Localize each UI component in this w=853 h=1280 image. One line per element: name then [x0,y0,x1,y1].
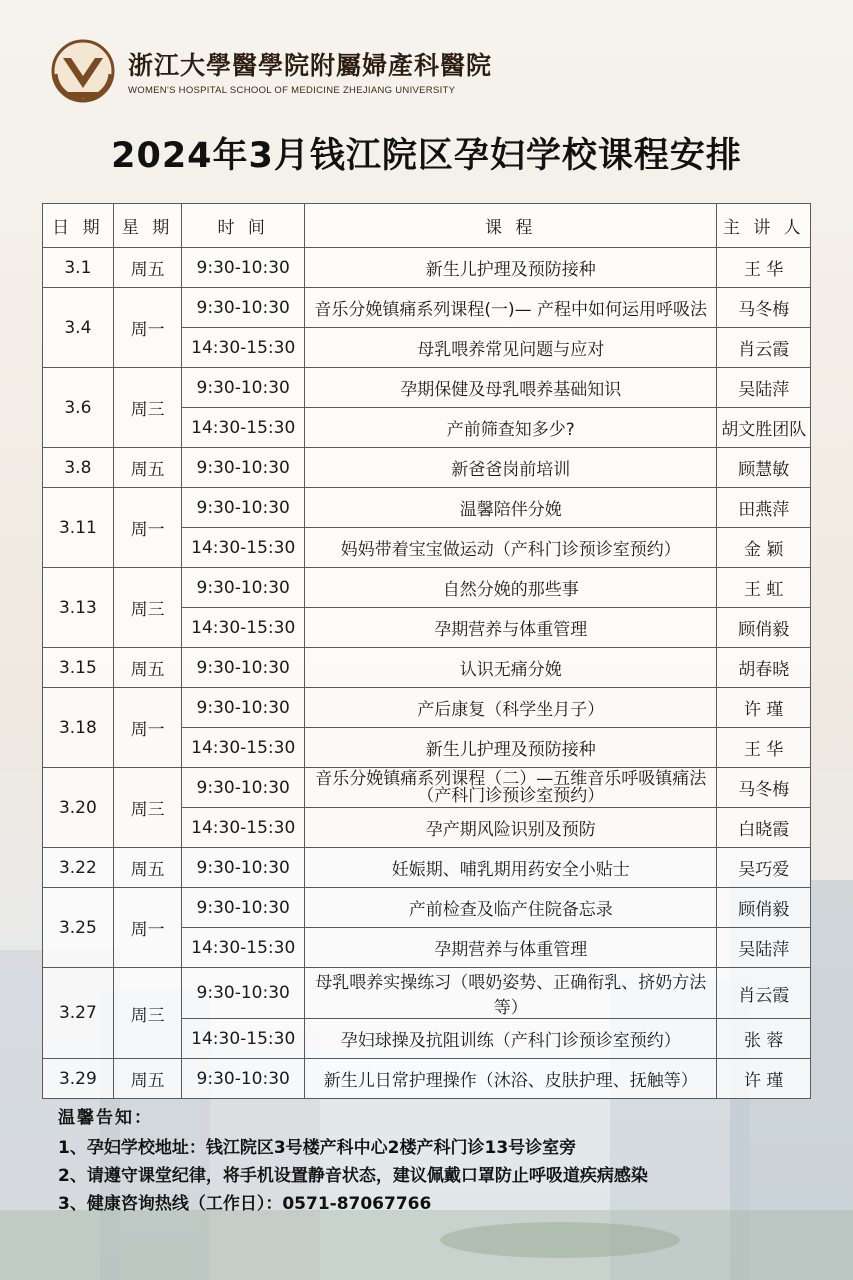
table-row [43,368,811,408]
notice-item: 2、请遵守课堂纪律，将手机设置静音状态，建议佩戴口罩防止呼吸道疾病感染 [58,1166,648,1186]
speaker-cell: 王 虹 [717,568,811,608]
time-cell: 9:30-10:30 [182,648,305,688]
course-cell: 孕期营养与体重管理 [304,928,717,968]
course-cell: 新爸爸岗前培训 [304,448,717,488]
time-cell: 9:30-10:30 [182,568,305,608]
course-cell: 新生儿日常护理操作（沐浴、皮肤护理、抚触等） [304,1059,717,1099]
course-cell: 孕期营养与体重管理 [304,608,717,648]
table-row [43,648,811,688]
time-cell: 14:30-15:30 [182,408,305,448]
speaker-cell: 王 华 [717,728,811,768]
date-cell: 3.18 [43,688,114,768]
course-cell: 认识无痛分娩 [304,648,717,688]
date-cell: 3.4 [43,288,114,368]
time-cell: 9:30-10:30 [182,688,305,728]
course-cell: 新生儿护理及预防接种 [304,728,717,768]
course-cell [304,768,717,808]
date-cell: 3.8 [43,448,114,488]
hospital-header [48,36,492,106]
course-cell: 母乳喂养常见问题与应对 [304,328,717,368]
course-cell: 妈妈带着宝宝做运动（产科门诊预诊室预约） [304,528,717,568]
weekday-cell: 周三 [113,368,182,448]
date-cell: 3.27 [43,968,114,1059]
table-row [43,968,811,1019]
course-line-1: 音乐分娩镇痛系列课程（二）—五维音乐呼吸镇痛法 [315,768,707,789]
weekday-cell: 周三 [113,968,182,1059]
weekday-cell: 周五 [113,848,182,888]
speaker-cell: 顾慧敏 [717,448,811,488]
time-cell: 9:30-10:30 [182,888,305,928]
time-cell: 14:30-15:30 [182,1019,305,1059]
time-cell: 9:30-10:30 [182,248,305,288]
date-cell: 3.25 [43,888,114,968]
table-row [43,768,811,808]
speaker-cell: 马冬梅 [717,288,811,328]
speaker-cell: 金 颖 [717,528,811,568]
time-cell: 14:30-15:30 [182,808,305,848]
time-cell: 9:30-10:30 [182,288,305,328]
time-cell: 9:30-10:30 [182,448,305,488]
header-speaker: 主 讲 人 [717,204,811,248]
speaker-cell: 顾俏毅 [717,608,811,648]
table-row [43,488,811,528]
table-row [43,288,811,328]
course-cell: 自然分娩的那些事 [304,568,717,608]
course-cell: 母乳喂养实操练习（喂奶姿势、正确衔乳、挤奶方法等） [304,968,717,1019]
table-row [43,1059,811,1099]
weekday-cell: 周三 [113,568,182,648]
time-cell: 9:30-10:30 [182,488,305,528]
speaker-cell: 吴陆萍 [717,368,811,408]
date-cell: 3.13 [43,568,114,648]
time-cell: 14:30-15:30 [182,928,305,968]
weekday-cell: 周五 [113,248,182,288]
time-cell: 14:30-15:30 [182,728,305,768]
weekday-cell: 周五 [113,448,182,488]
time-cell: 9:30-10:30 [182,1059,305,1099]
speaker-cell: 田燕萍 [717,488,811,528]
notice-item: 1、孕妇学校地址：钱江院区3号楼产科中心2楼产科门诊13号诊室旁 [58,1138,577,1158]
table-row [43,688,811,728]
course-cell: 妊娠期、哺乳期用药安全小贴士 [304,848,717,888]
weekday-cell: 周一 [113,288,182,368]
weekday-cell: 周一 [113,688,182,768]
course-line-2: （产科门诊预诊室预约） [417,785,605,806]
weekday-cell: 周一 [113,488,182,568]
speaker-cell: 白晓霞 [717,808,811,848]
date-cell: 3.15 [43,648,114,688]
speaker-cell: 马冬梅 [717,768,811,808]
page-title: 2024年3月钱江院区孕妇学校课程安排 [111,136,742,176]
weekday-cell: 周五 [113,648,182,688]
course-cell: 产前筛查知多少? [304,408,717,448]
table-row [43,448,811,488]
header-weekday: 星 期 [113,204,182,248]
course-cell: 孕妇球操及抗阻训练（产科门诊预诊室预约） [304,1019,717,1059]
table-row [43,848,811,888]
speaker-cell: 王 华 [717,248,811,288]
weekday-cell: 周五 [113,1059,182,1099]
speaker-cell: 肖云霞 [717,968,811,1019]
header-date: 日 期 [43,204,114,248]
course-cell: 产后康复（科学坐月子） [304,688,717,728]
date-cell: 3.20 [43,768,114,848]
speaker-cell: 吴巧爱 [717,848,811,888]
weekday-cell: 周三 [113,768,182,848]
time-cell: 14:30-15:30 [182,328,305,368]
course-cell: 温馨陪伴分娩 [304,488,717,528]
weekday-cell: 周一 [113,888,182,968]
speaker-cell: 顾俏毅 [717,888,811,928]
time-cell: 14:30-15:30 [182,528,305,568]
speaker-cell: 吴陆萍 [717,928,811,968]
table-row [43,248,811,288]
speaker-cell: 胡春晓 [717,648,811,688]
hospital-logo-icon [48,36,118,106]
time-cell: 9:30-10:30 [182,368,305,408]
notice-item: 3、健康咨询热线（工作日）：0571-87067766 [58,1194,432,1214]
notice-section [58,1104,648,1218]
speaker-cell: 肖云霞 [717,328,811,368]
course-cell: 孕期保健及母乳喂养基础知识 [304,368,717,408]
time-cell: 9:30-10:30 [182,768,305,808]
course-cell: 音乐分娩镇痛系列课程(一)— 产程中如何运用呼吸法 [304,288,717,328]
table-row [43,888,811,928]
date-cell: 3.22 [43,848,114,888]
table-row [43,568,811,608]
date-cell: 3.1 [43,248,114,288]
time-cell: 9:30-10:30 [182,848,305,888]
table-header-row [43,204,811,248]
date-cell: 3.11 [43,488,114,568]
speaker-cell: 胡文胜团队 [717,408,811,448]
date-cell: 3.6 [43,368,114,448]
header-time: 时 间 [182,204,305,248]
hospital-name-cn: 浙江大學醫學院附屬婦產科醫院 [128,51,493,80]
time-cell: 9:30-10:30 [182,968,305,1019]
speaker-cell: 张 蓉 [717,1019,811,1059]
speaker-cell: 许 瑾 [717,688,811,728]
course-cell: 产前检查及临产住院备忘录 [304,888,717,928]
course-cell: 新生儿护理及预防接种 [304,248,717,288]
date-cell: 3.29 [43,1059,114,1099]
hospital-name-en: WOMEN'S HOSPITAL SCHOOL OF MEDICINE ZHEJIANG UNIVERSITY [128,85,456,96]
course-cell: 孕产期风险识别及预防 [304,808,717,848]
notice-title: 温馨告知： [58,1108,153,1128]
schedule-table [42,203,811,1099]
speaker-cell: 许 瑾 [717,1059,811,1099]
header-course: 课 程 [304,204,717,248]
time-cell: 14:30-15:30 [182,608,305,648]
